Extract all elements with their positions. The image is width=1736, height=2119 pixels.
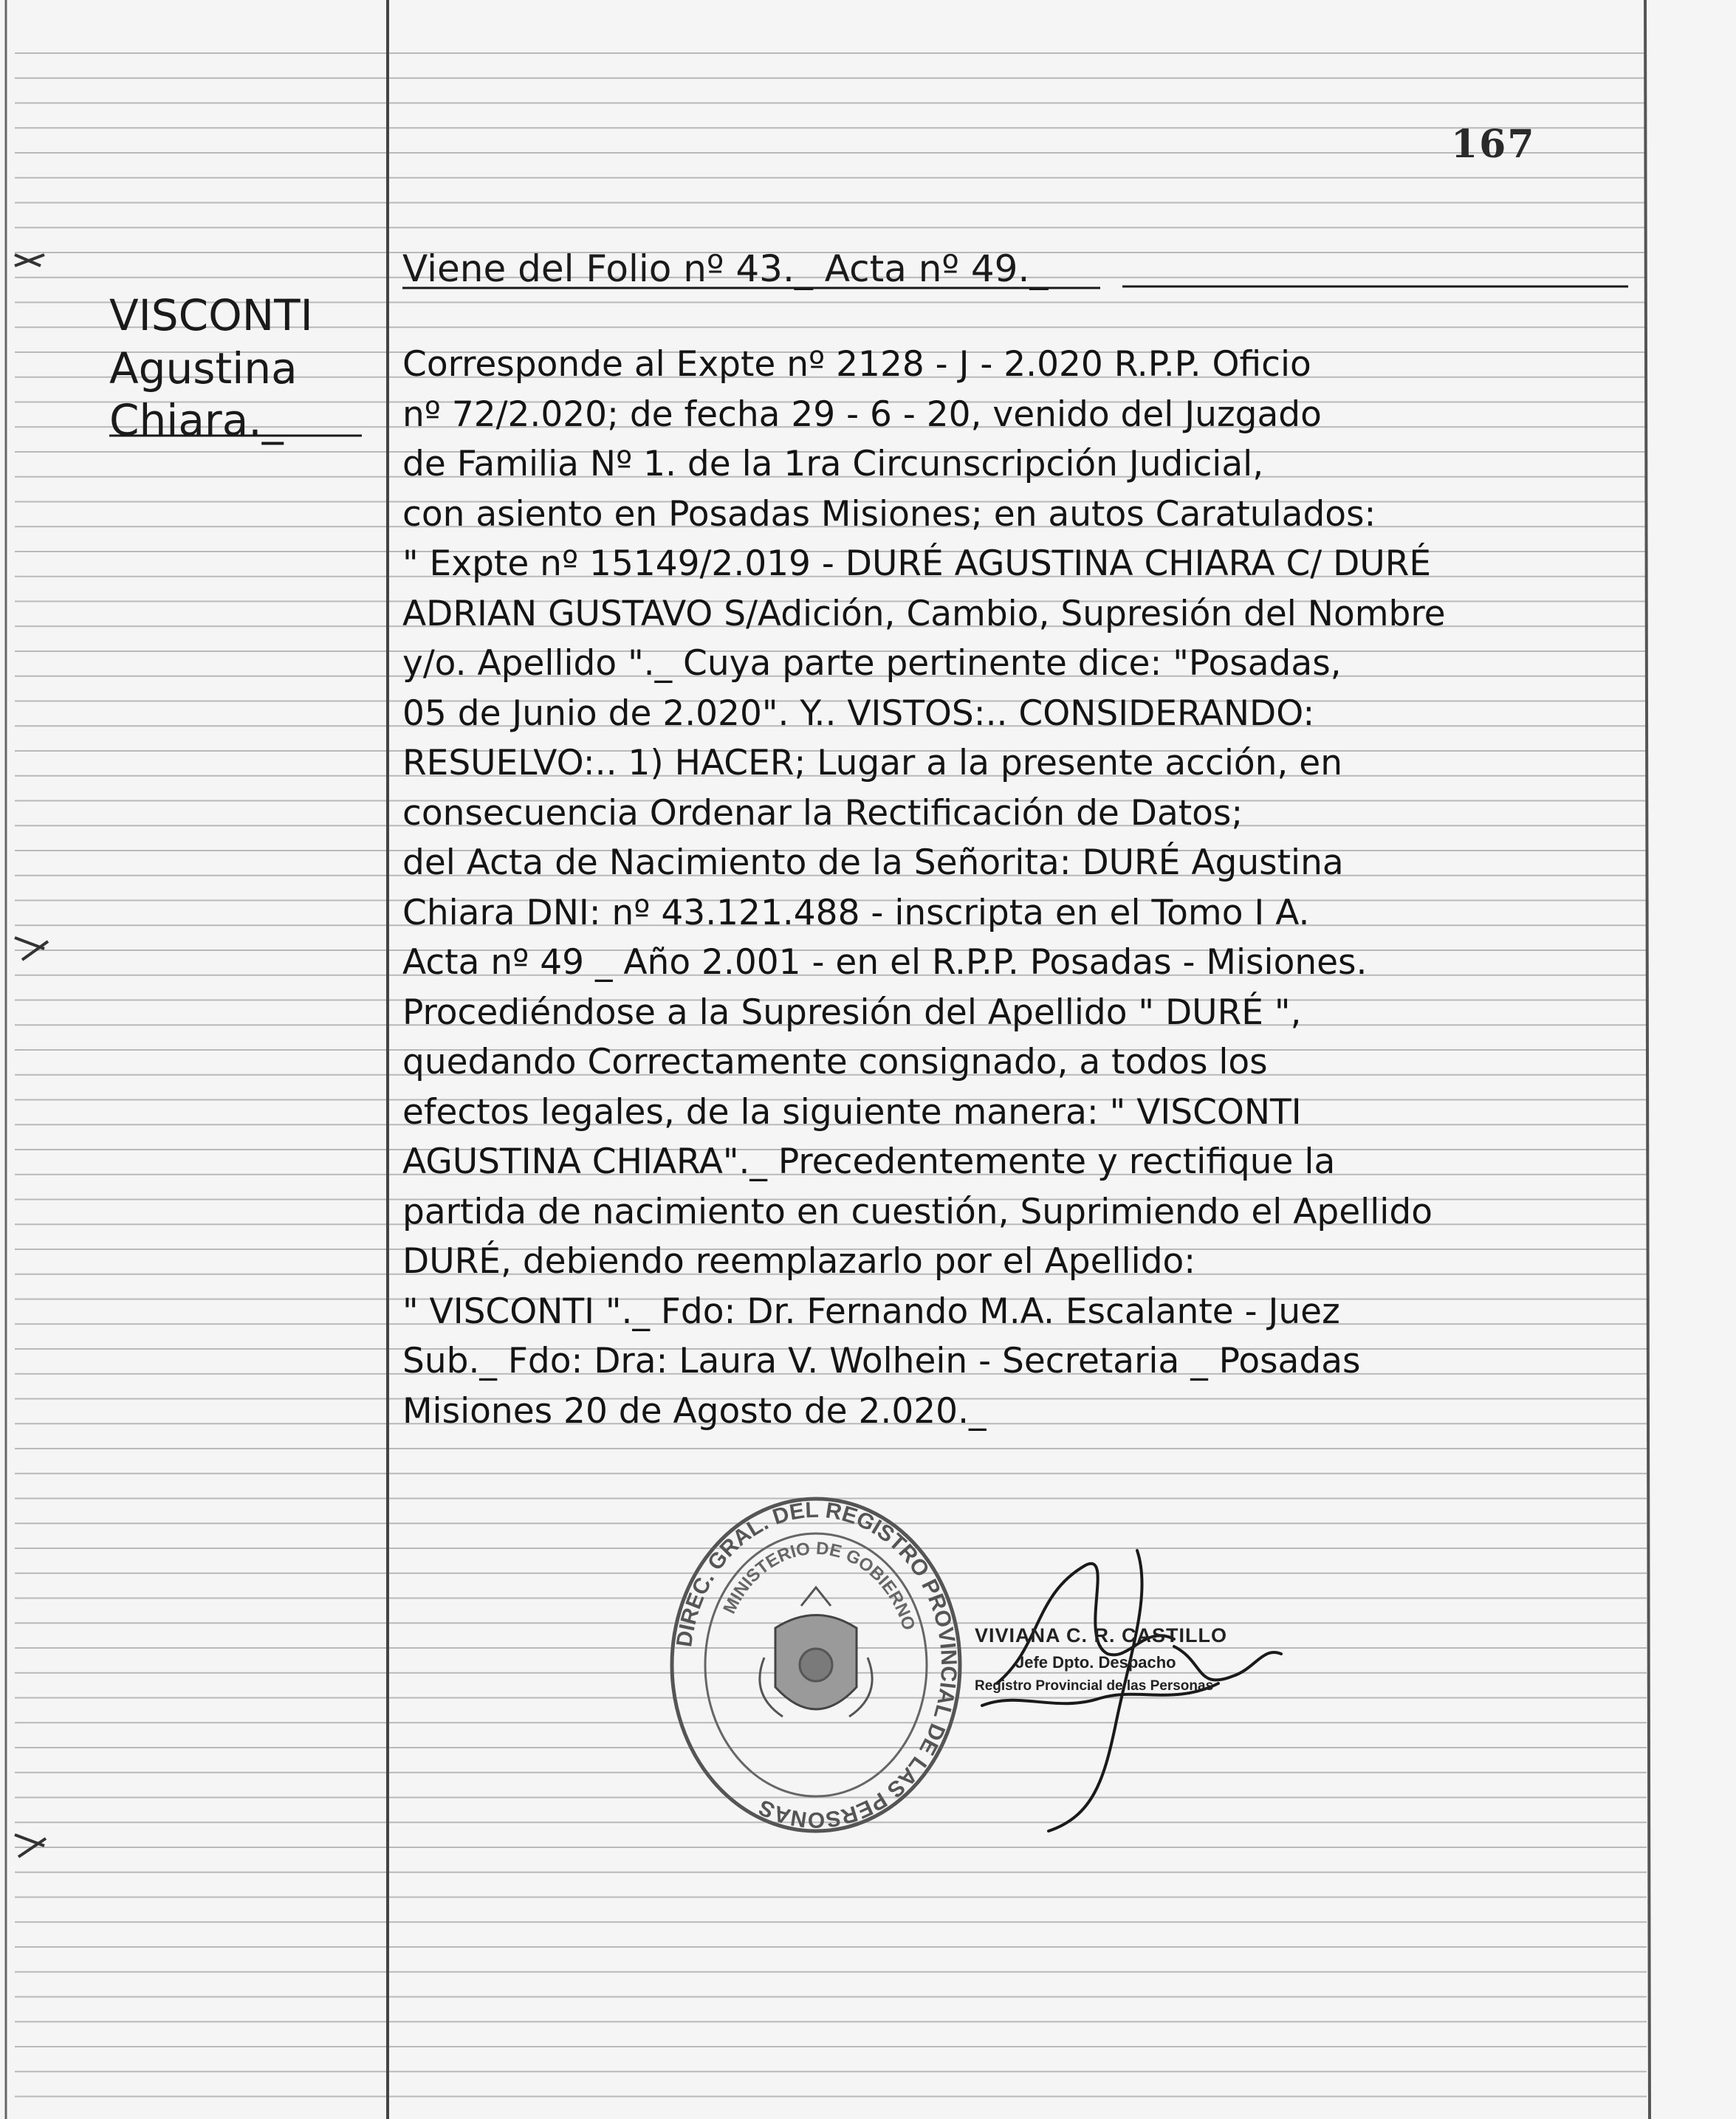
margin-second-name: Chiara._ [109,395,284,445]
official-seal [668,1495,964,1835]
entry-line: con asiento en Posadas Misiones; en autos Caratulados: [402,493,1376,535]
entry-line: " VISCONTI "._ Fdo: Dr. Fernando M.A. Escalante - Juez [402,1291,1340,1332]
entry-line: quedando Correctamente consignado, a todos los [402,1042,1268,1082]
entry-line: RESUELVO:.. 1) HACER; Lugar a la presente acción, en [402,743,1343,783]
folio-number: 167 [1451,122,1536,167]
entry-line: Misiones 20 de Agosto de 2.020._ [402,1390,987,1432]
stamp-role: Jefe Dpto. Despacho [1015,1653,1176,1672]
entry-line: Acta nº 49 _ Año 2.001 - en el R.P.P. Posadas - Misiones. [402,942,1368,983]
entry-line: nº 72/2.020; de fecha 29 - 6 - 20, venido del Juzgado [402,394,1322,435]
stamp-office: Registro Provincial de las Personas [975,1678,1214,1694]
entry-line: Corresponde al Expte nº 2128 - J - 2.020 R.P.P. Oficio [402,344,1311,385]
margin-first-name: Agustina [109,343,298,394]
entry-line: consecuencia Ordenar la Rectificación de Datos; [402,792,1243,834]
entry-line: 05 de Junio de 2.020". Y.. VISTOS:.. CONSIDERANDO: [402,693,1315,734]
entry-line: " Expte nº 15149/2.019 - DURÉ AGUSTINA CHIARA C/ DURÉ [402,543,1432,584]
entry-line: AGUSTINA CHIARA"._ Precedentemente y rectifique la [402,1141,1336,1182]
folio-heading: Viene del Folio nº 43._ Acta nº 49._ [402,247,1049,290]
entry-line: ADRIAN GUSTAVO S/Adición, Cambio, Supresión del Nombre [402,593,1446,634]
entry-line: DURÉ, debiendo reemplazarlo por el Apellido: [402,1241,1196,1282]
entry-line: efectos legales, de la siguiente manera: " VISCONTI [402,1091,1302,1133]
svg-text:DIREC. GRAL. DEL REGISTRO PROV: DIREC. GRAL. DEL REGISTRO PROVINCIAL DE LAS PERSONAS [672,1497,961,1833]
entry-line: partida de nacimiento en cuestión, Suprimiendo el Apellido [402,1191,1433,1232]
official-stamp [975,1624,1227,1694]
margin-surname: VISCONTI [109,290,313,340]
entry-line: Sub._ Fdo: Dra: Laura V. Wolhein - Secretaria _ Posadas [402,1341,1361,1381]
entry-line: Chiara DNI: nº 43.121.488 - inscripta en el Tomo I A. [402,892,1310,933]
svg-text:MINISTERIO DE GOBIERNO: MINISTERIO DE GOBIERNO [719,1538,919,1633]
entry-line: del Acta de Nacimiento de la Señorita: DURÉ Agustina [402,842,1344,883]
entry-line: de Familia Nº 1. de la 1ra Circunscripción Judicial, [402,444,1264,484]
entry-line: y/o. Apellido "._ Cuya parte pertinente dice: "Posadas, [402,643,1342,684]
entry-line: Procediéndose a la Supresión del Apellido " DURÉ ", [402,992,1302,1033]
stamp-name: VIVIANA C. R. CASTILLO [975,1624,1228,1646]
